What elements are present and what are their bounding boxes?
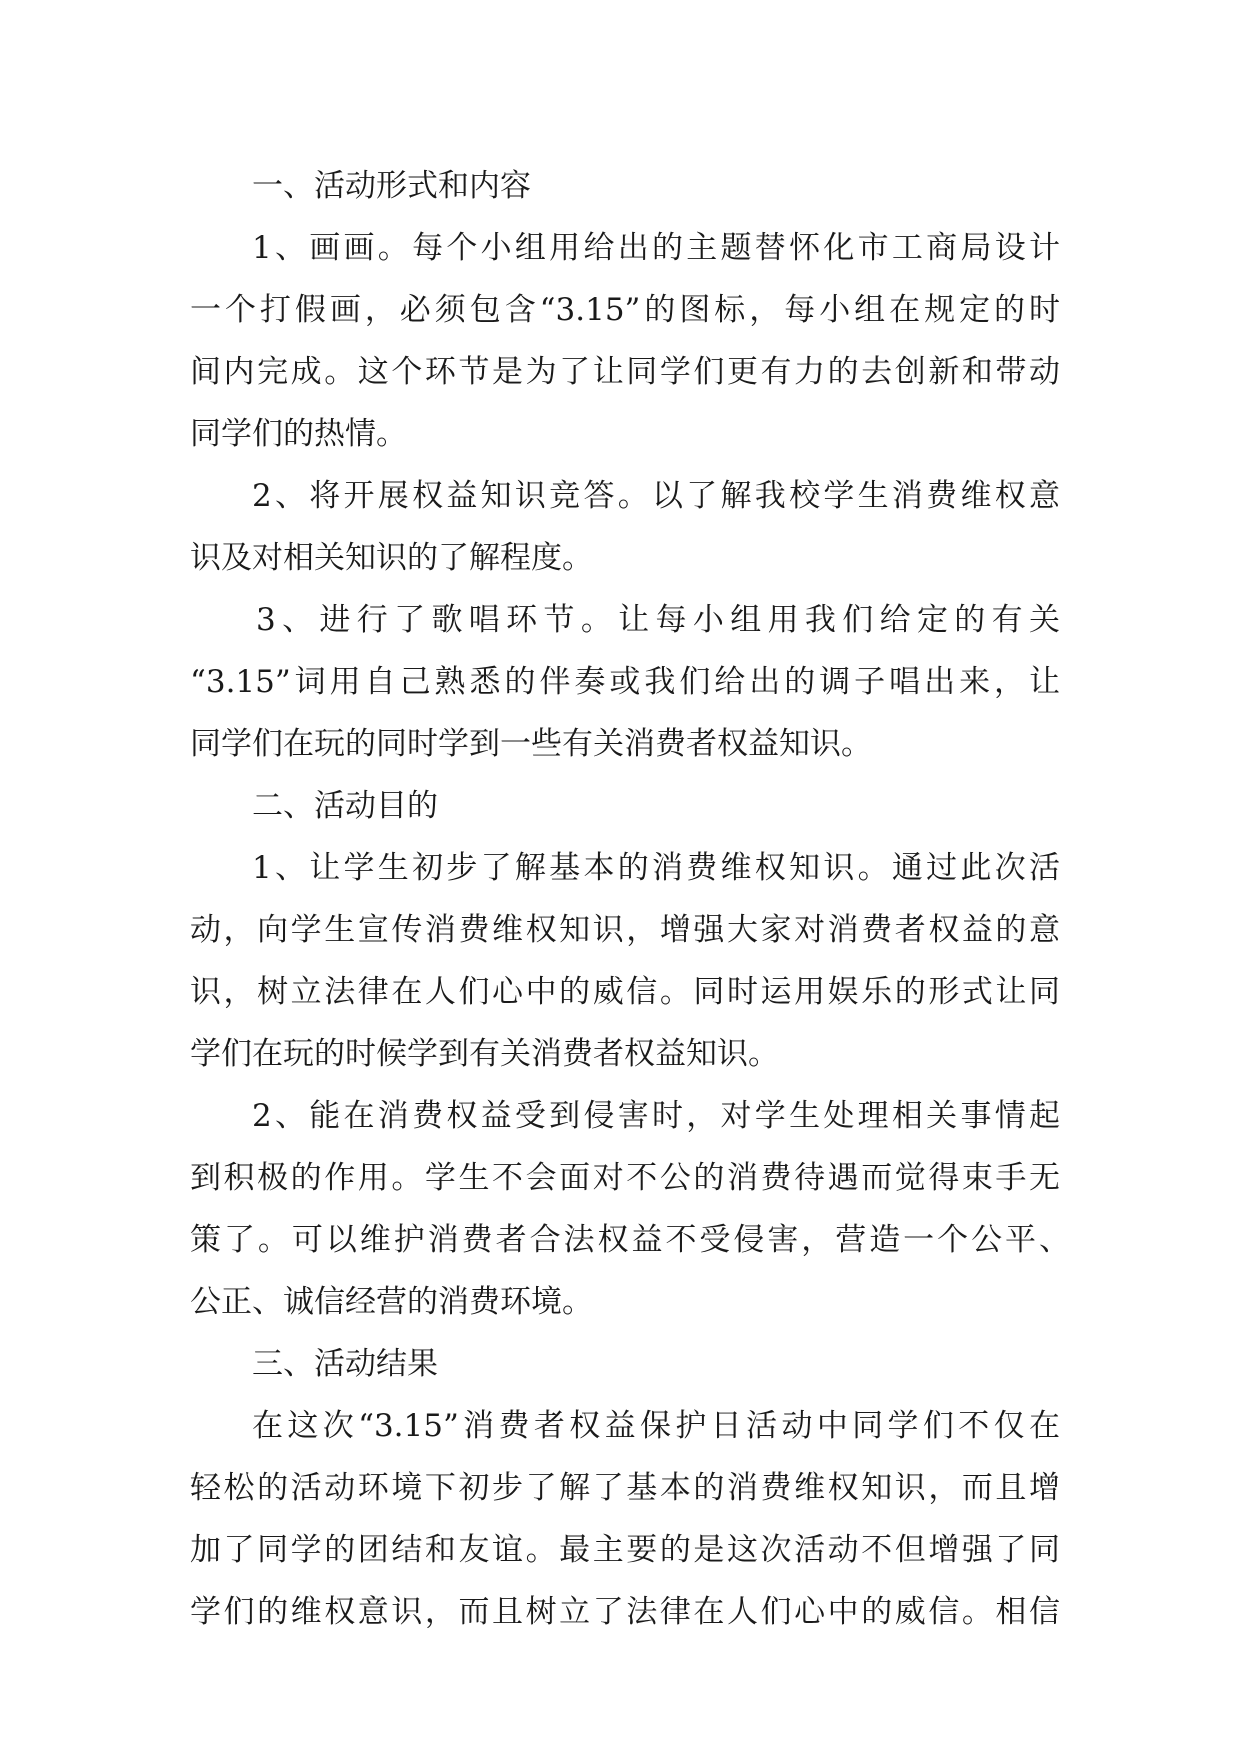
paragraph-line: 同学们的热情。 — [190, 416, 407, 452]
paragraph-line: 策了。可以维护消费者合法权益不受侵害，营造一个公平、 — [190, 1222, 1070, 1258]
paragraph-line: 学们在玩的时候学到有关消费者权益知识。 — [190, 1036, 779, 1072]
paragraph-line: 在这次“3.15”消费者权益保护日活动中同学们不仅在 — [252, 1408, 1060, 1444]
paragraph-line: 识，树立法律在人们心中的威信。同时运用娱乐的形式让同 — [190, 974, 1060, 1010]
section-heading-activity-format: 一、活动形式和内容 — [252, 168, 531, 204]
paragraph-line: 3、进行了歌唱环节。让每小组用我们给定的有关 — [256, 602, 1060, 638]
paragraph-line: 公正、诚信经营的消费环境。 — [190, 1284, 593, 1320]
paragraph-line: 学们的维权意识，而且树立了法律在人们心中的威信。相信 — [190, 1594, 1060, 1630]
paragraph-line: 间内完成。这个环节是为了让同学们更有力的去创新和带动 — [190, 354, 1060, 390]
paragraph-line: 识及对相关知识的了解程度。 — [190, 540, 593, 576]
paragraph-line: 2、将开展权益知识竞答。以了解我校学生消费维权意 — [252, 478, 1060, 514]
paragraph-line: 到积极的作用。学生不会面对不公的消费待遇而觉得束手无 — [190, 1160, 1060, 1196]
section-heading-activity-purpose: 二、活动目的 — [252, 788, 438, 824]
paragraph-line: 1、让学生初步了解基本的消费维权知识。通过此次活 — [252, 850, 1060, 886]
paragraph-line: 动，向学生宣传消费维权知识，增强大家对消费者权益的意 — [190, 912, 1060, 948]
paragraph-line: 1、画画。每个小组用给出的主题替怀化市工商局设计 — [252, 230, 1060, 266]
paragraph-line: 同学们在玩的同时学到一些有关消费者权益知识。 — [190, 726, 872, 762]
paragraph-line: 2、能在消费权益受到侵害时，对学生处理相关事情起 — [252, 1098, 1060, 1134]
section-heading-activity-result: 三、活动结果 — [252, 1346, 438, 1382]
paragraph-line: 轻松的活动环境下初步了解了基本的消费维权知识，而且增 — [190, 1470, 1060, 1506]
paragraph-line: 一个打假画，必须包含“3.15”的图标，每小组在规定的时 — [190, 292, 1060, 328]
paragraph-line: 加了同学的团结和友谊。最主要的是这次活动不但增强了同 — [190, 1532, 1060, 1568]
paragraph-line: “3.15”词用自己熟悉的伴奏或我们给出的调子唱出来，让 — [190, 664, 1060, 700]
